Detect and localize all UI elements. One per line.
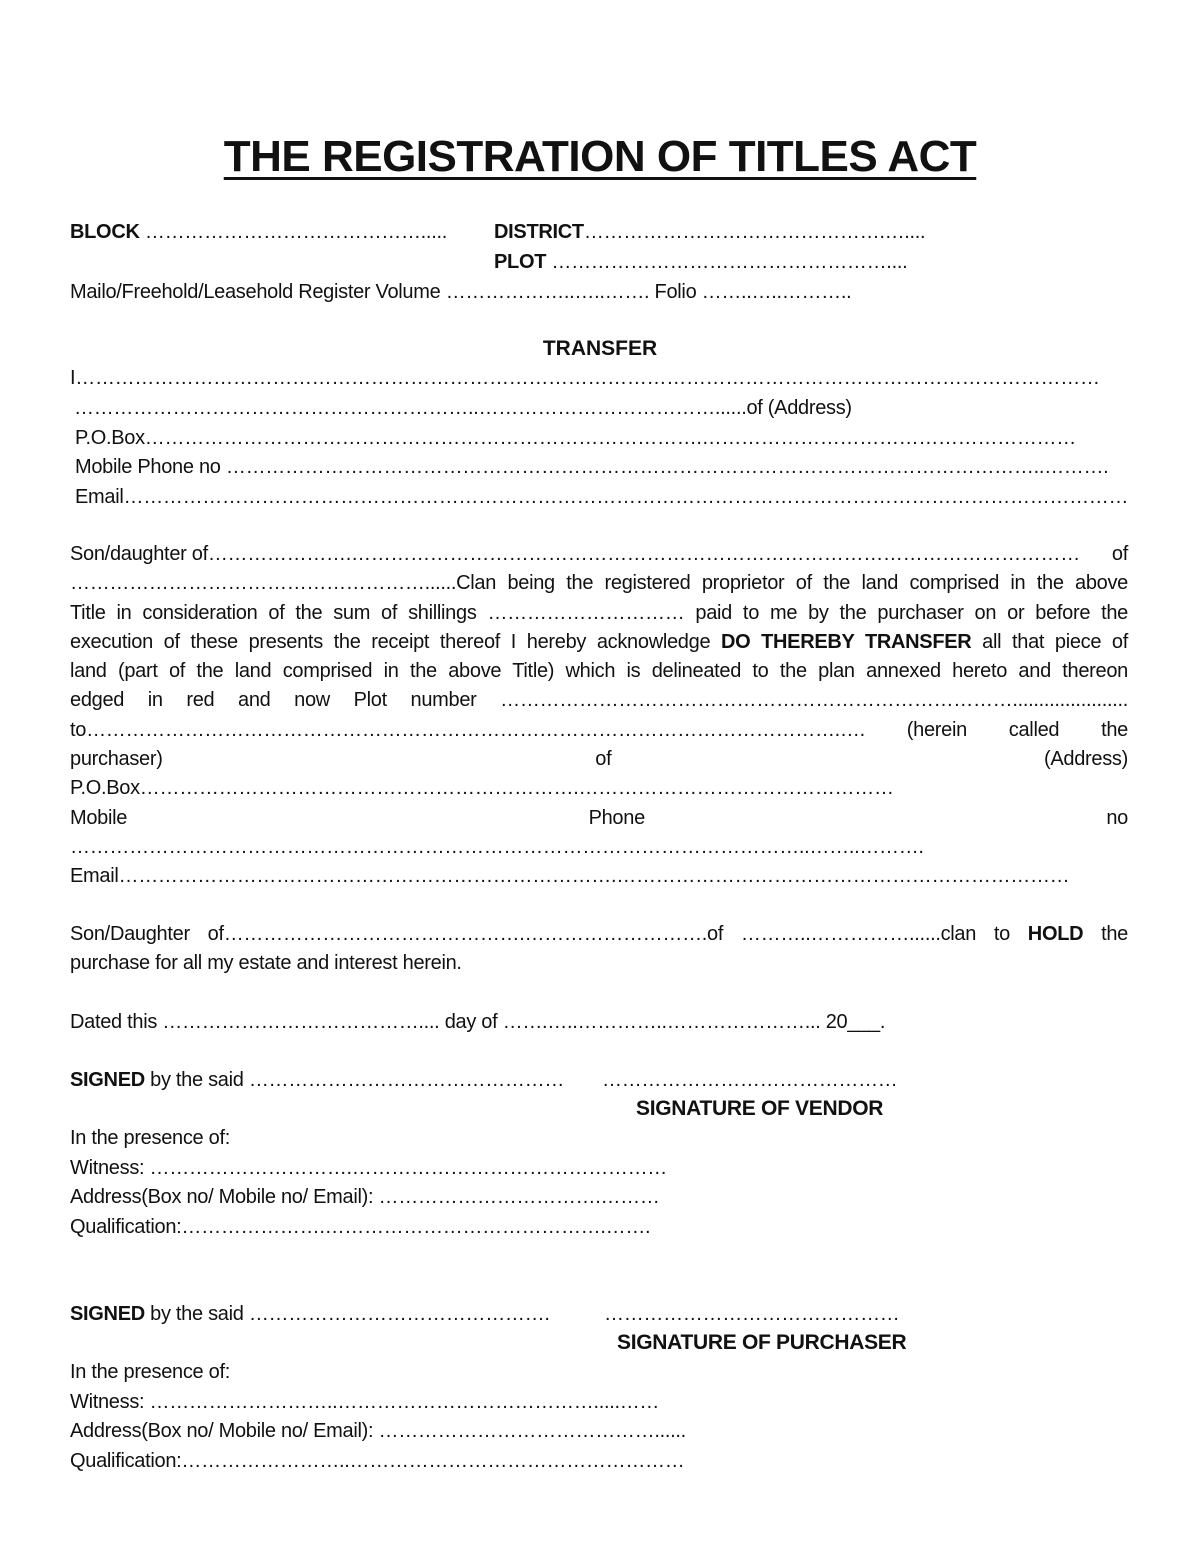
purchaser-witness-qualification-line: Qualification:……………………..…………………………………………… xyxy=(70,1450,685,1472)
transferor-email-line: Email……………………………………………………………………………………………………………………………………… xyxy=(75,486,1129,508)
purchaser-mobile-dots: …………………………………………………………………………………………………..……..………. xyxy=(70,835,924,858)
transfer-heading: TRANSFER xyxy=(542,337,658,360)
paragraph-line-3: Title in consideration of the sum of shillings ………………………… paid to me by the purchaser on or before the xyxy=(70,601,1128,624)
hold-line-1: Son/Daughter of……………………………………….……………………….of ………..……………......clan to HOLD the xyxy=(70,923,1128,945)
document-title: THE REGISTRATION OF TITLES ACT xyxy=(223,132,977,181)
vendor-witness-qualification-line: Qualification:………………….…………………………………….……. xyxy=(70,1216,651,1238)
do-thereby-transfer: DO THEREBY TRANSFER xyxy=(721,630,972,653)
purchaser-email-line: Email………………………………………………………………….…………………………………………………………… xyxy=(70,865,1070,888)
vendor-witness-address-line: Address(Box no/ Mobile no/ Email): …………………………….……… xyxy=(70,1186,660,1208)
dated-line: Dated this ………………………………….... day of …….…..…………..…………………... 20___. xyxy=(70,1011,886,1033)
signature-of-purchaser-label: SIGNATURE OF PURCHASER xyxy=(617,1331,907,1354)
block-label: BLOCK xyxy=(70,221,140,243)
purchaser-mobile-line: Mobile Phone no xyxy=(70,806,1128,829)
transferor-mobile-line: Mobile Phone no ……………………………………………………………………………………………………………..………. xyxy=(75,456,1109,478)
block-dots: ……………………………………..... xyxy=(144,221,447,243)
vendor-signature-dots: ……………………………………… xyxy=(602,1069,898,1091)
plot-field xyxy=(494,250,907,274)
purchaser-signed-line: SIGNED by the said ………………………………………. xyxy=(70,1303,550,1325)
hold-paragraph xyxy=(70,920,1128,979)
paragraph-line-8: purchaser) of (Address) xyxy=(70,748,1128,771)
paragraph-line-4: execution of these presents the receipt thereof I hereby acknowledge DO THEREBY TRANSFER all that piece of xyxy=(70,630,1128,653)
vendor-signed-line: SIGNED by the said ………………………………………… xyxy=(70,1069,565,1091)
district-field xyxy=(494,220,925,244)
transferor-address-line: ……………………………………………………..………………………………......of (Address) xyxy=(74,397,852,419)
purchaser-witness-line: Witness: ………………………..………………………………….....…… xyxy=(70,1391,660,1413)
purchaser-presence-label: In the presence of: xyxy=(70,1361,230,1383)
hold-word: HOLD xyxy=(1027,923,1084,945)
paragraph-line-5: land (part of the land comprised in the above Title) which is delineated to the plan annexed hereto and thereon xyxy=(70,660,1128,683)
vendor-witness-line: Witness: ………………………….………………………………………… xyxy=(70,1157,667,1179)
paragraph-line-1: Son/daughter of………………….………………………………………………………………………………………………… of xyxy=(70,543,1128,565)
paragraph-line-7: to…………………………………………………………………………………………………….…. (herein called the xyxy=(70,718,1128,741)
signature-of-vendor-label: SIGNATURE OF VENDOR xyxy=(636,1097,884,1120)
vendor-presence-label: In the presence of: xyxy=(70,1127,230,1149)
hold-line-2: purchase for all my estate and interest herein. xyxy=(70,952,462,975)
paragraph-line-2: ………………………………………………......Clan being the registered proprietor of the land comprised in the above xyxy=(70,572,1128,595)
district-dots: ……………………………………….….... xyxy=(583,221,926,243)
register-volume-field: Mailo/Freehold/Leasehold Register Volume ………………..…..……. Folio ……..…..……….. xyxy=(70,281,852,303)
purchaser-pobox-line: P.O.Box………………………………………………………….………………………………………… xyxy=(70,777,894,800)
transfer-paragraph xyxy=(70,540,1128,892)
transferor-name-line: I………………………………………………………………………………………………………………………………………… xyxy=(70,367,1100,389)
purchaser-signature-dots: ……………………………………… xyxy=(604,1303,900,1325)
plot-dots: …………………………………………….... xyxy=(551,251,908,273)
district-label: DISTRICT xyxy=(494,221,584,243)
purchaser-witness-address-line: Address(Box no/ Mobile no/ Email): ……………………………………...... xyxy=(70,1420,686,1442)
plot-label: PLOT xyxy=(494,251,547,273)
transferor-pobox-line: P.O.Box………………………………………………………………………….………………………………………………… xyxy=(75,427,1076,449)
block-field xyxy=(70,220,447,244)
paragraph-line-6: edged in red and now Plot number ……………………………………………………………………...................... xyxy=(70,689,1128,712)
